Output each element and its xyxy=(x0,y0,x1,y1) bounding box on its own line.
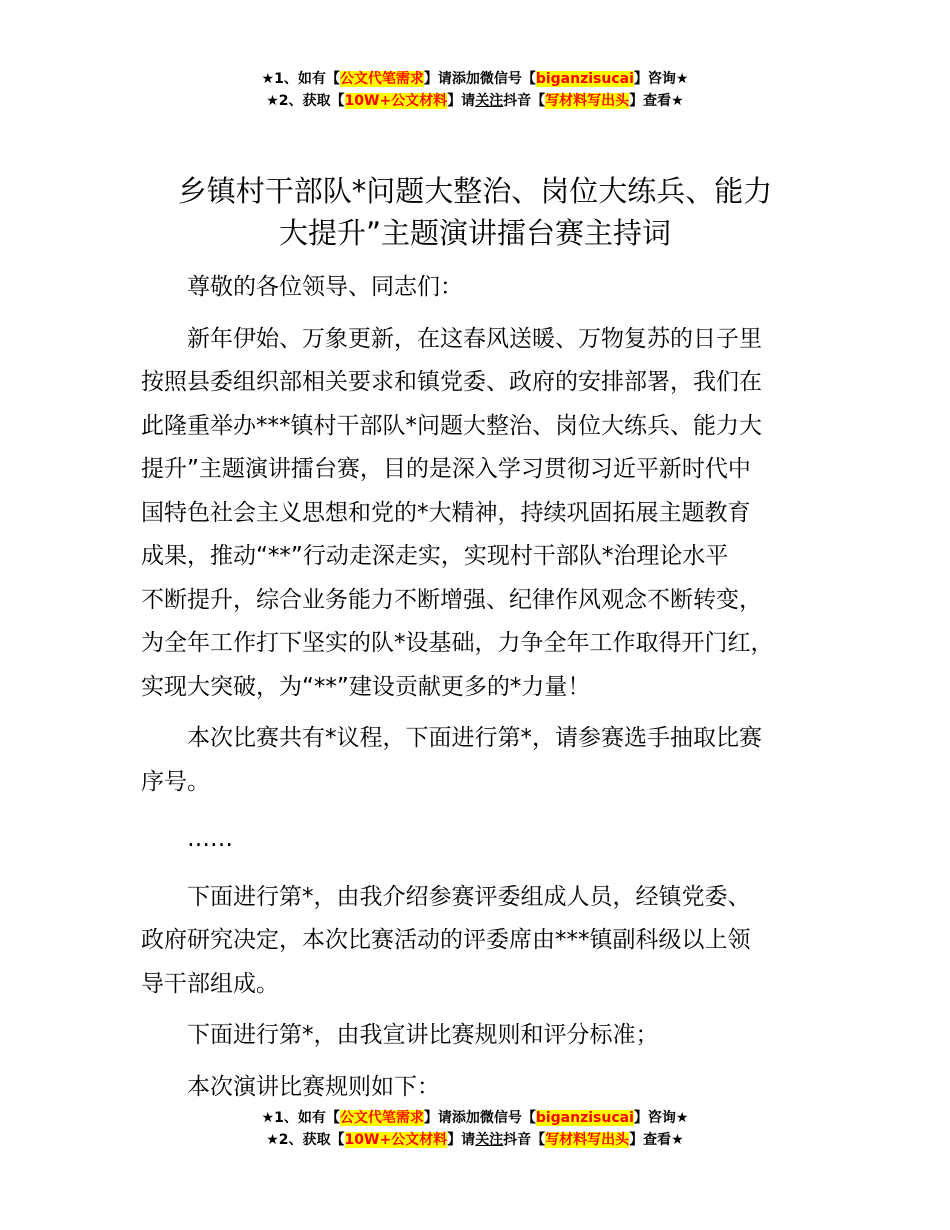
title-line-2: 大提升”主题演讲擂台赛主持词 xyxy=(278,216,672,250)
text-line: 此隆重举办***镇村干部队*问题大整治、岗位大练兵、能力大 xyxy=(141,412,762,439)
banner-douyin-id: 写材料写出头 xyxy=(545,93,630,109)
banner-wechat-id: biganzisucai xyxy=(535,1110,634,1126)
banner-highlight: 公文代笔需求 xyxy=(339,1110,424,1126)
banner-text: ★2、获取【 xyxy=(266,1132,345,1148)
banner-line-1 xyxy=(0,68,950,90)
text-line: 政府研究决定，本次比赛活动的评委席由***镇副科级以上领 xyxy=(141,927,751,953)
text-line: …… xyxy=(187,826,233,852)
text-line: 不断提升，综合业务能力不断增强、纪律作风观念不断转变， xyxy=(141,586,762,613)
banner-text: 抖音【 xyxy=(503,93,546,109)
banner-text: 微信号【 xyxy=(479,71,536,87)
text-line: 序号。 xyxy=(141,768,210,795)
banner-text: 】查看★ xyxy=(629,1132,684,1148)
banner-text: 】请 xyxy=(423,71,452,87)
text-line: 为全年工作打下坚实的队*设基础，力争全年工作取得开门红， xyxy=(141,630,774,656)
footer-banner xyxy=(0,1107,950,1151)
banner-text: 】咨询★ xyxy=(633,1110,689,1126)
text-line: 按照县委组织部相关要求和镇党委、政府的安排部署，我们在 xyxy=(141,369,762,395)
text-line: 下面进行第*，由我宣讲比赛规则和评分标准； xyxy=(187,1022,659,1048)
paragraph-agenda xyxy=(141,717,831,804)
banner-text: 抖音【 xyxy=(503,1132,546,1148)
banner-wechat-id: biganzisucai xyxy=(535,71,634,87)
banner-emphasis: 关注 xyxy=(475,1132,504,1148)
banner-douyin-id: 写材料写出头 xyxy=(545,1132,630,1148)
banner-text: ★2、获取【 xyxy=(266,93,345,109)
document-body xyxy=(141,266,831,1117)
banner-text: ★1、如有【 xyxy=(261,71,340,87)
text-line: 提升”主题演讲擂台赛，目的是深入学习贯彻习近平新时代中 xyxy=(141,456,751,482)
text-line: 国特色社会主义思想和党的*大精神，持续巩固拓展主题教育 xyxy=(141,499,751,526)
paragraph-greeting xyxy=(141,266,831,310)
title-line-1: 乡镇村干部队*问题大整治、岗位大练兵、能力 xyxy=(177,174,773,208)
banner-line-2 xyxy=(0,90,950,112)
text-line: 成果，推动“**”行动走深走实，实现村干部队*治理论水平 xyxy=(141,543,729,569)
text-line: 本次演讲比赛规则如下： xyxy=(187,1073,440,1100)
banner-emphasis: 关注 xyxy=(475,93,504,109)
document-title xyxy=(130,170,820,254)
banner-emphasis: 添加 xyxy=(451,71,480,87)
text-line: 新年伊始、万象更新，在这春风送暖、万物复苏的日子里 xyxy=(187,325,762,352)
banner-highlight: 公文代笔需求 xyxy=(339,71,424,87)
banner-highlight: 10W+公文材料 xyxy=(344,1132,448,1148)
text-line: 导干部组成。 xyxy=(141,970,279,997)
banner-text: 】请 xyxy=(447,93,476,109)
paragraph-judges xyxy=(141,876,831,1007)
banner-text: 】查看★ xyxy=(629,93,684,109)
banner-text: 微信号【 xyxy=(479,1110,536,1126)
text-line: 下面进行第*，由我介绍参赛评委组成人员，经镇党委、 xyxy=(187,883,751,910)
text-line: 实现大突破，为“**”建设贡献更多的*力量！ xyxy=(141,673,591,700)
banner-text: 】咨询★ xyxy=(633,71,689,87)
paragraph-ellipsis xyxy=(141,818,831,862)
banner-text: 】请 xyxy=(447,1132,476,1148)
header-banner xyxy=(0,68,950,112)
text-line: 尊敬的各位领导、同志们： xyxy=(187,274,463,300)
paragraph-rules xyxy=(141,1066,831,1110)
banner-emphasis: 添加 xyxy=(451,1110,480,1126)
banner-text: 】请 xyxy=(423,1110,452,1126)
banner-highlight: 10W+公文材料 xyxy=(344,93,448,109)
banner-line-1 xyxy=(0,1107,950,1129)
banner-text: ★1、如有【 xyxy=(261,1110,340,1126)
text-line: 本次比赛共有*议程，下面进行第*，请参赛选手抽取比赛 xyxy=(187,725,762,751)
paragraph-rules-intro xyxy=(141,1014,831,1058)
paragraph-opening xyxy=(141,318,831,710)
banner-line-2 xyxy=(0,1129,950,1151)
